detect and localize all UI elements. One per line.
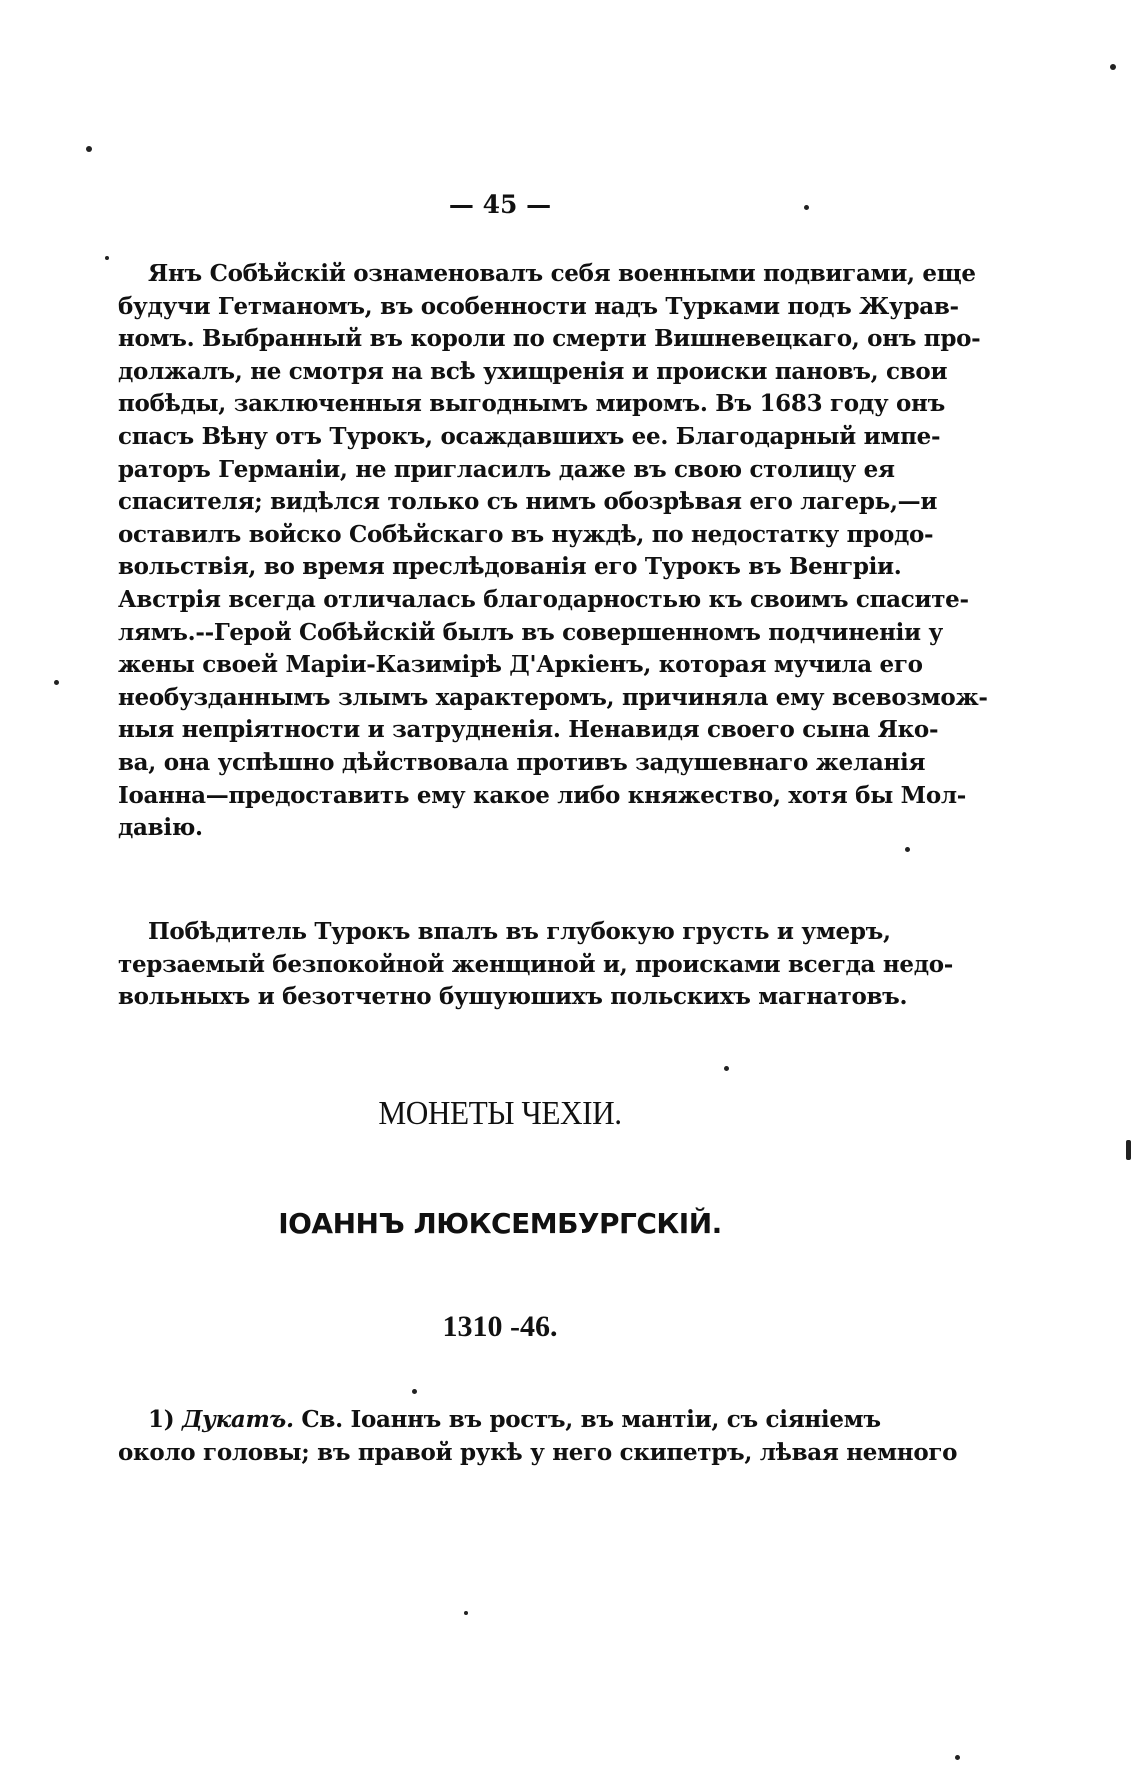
reign-dates: 1310 -46. [442, 1310, 558, 1343]
text-line: спасъ Вѣну отъ Турокъ, осаждавшихъ ее. Благодарный импе- [118, 422, 941, 450]
text-line: Іоанна—предоставить ему какое либо княжество, хотя бы Мол- [118, 781, 967, 809]
text-line: раторъ Германіи, не пригласилъ даже въ свою столицу ея [118, 455, 895, 483]
text-line: Австрія всегда отличалась благодарностью къ своимъ спасите- [118, 585, 969, 613]
text-line: побѣды, заключенныя выгоднымъ миромъ. Въ 1683 году онъ [118, 390, 945, 418]
scan-speck [724, 1066, 729, 1071]
text-line: необузданнымъ злымъ характеромъ, причиняла ему всевозмож- [118, 683, 988, 711]
scan-speck [1126, 1140, 1131, 1160]
scan-speck [464, 1611, 468, 1615]
text-line: спасителя; видѣлся только съ нимъ обозрѣвая его лагерь,—и [118, 488, 938, 516]
item-number: 1) [148, 1406, 175, 1433]
scan-speck [1110, 64, 1116, 70]
text-line: около головы; въ правой рукѣ у него скипетръ, лѣвая немного [118, 1438, 958, 1466]
text-line: ва, она успѣшно дѣйствовала противъ задушевнаго желанія [118, 748, 926, 776]
item-description: Св. Іоаннъ въ ростъ, въ мантіи, съ сіяніемъ [301, 1406, 881, 1433]
text-line: вольствія, во время преслѣдованія его Турокъ въ Венгріи. [118, 553, 902, 581]
text-line [118, 1404, 880, 1437]
paragraph-sobieski [118, 258, 988, 845]
text-line: лямъ.--Герой Собѣйскій былъ въ совершенномъ подчиненіи у [118, 618, 943, 646]
text-line: терзаемый безпокойной женщиной и, происками всегда недо- [118, 950, 954, 978]
scan-speck [54, 680, 59, 685]
text-line: оставилъ войско Собѣйскаго въ нуждѣ, по недостатку продо- [118, 520, 934, 548]
text-line: номъ. Выбранный въ короли по смерти Вишневецкаго, онъ про- [118, 325, 981, 353]
scan-speck [905, 847, 910, 852]
text-line: Побѣдитель Турокъ впалъ въ глубокую грусть и умеръ, [148, 918, 891, 945]
scan-speck [412, 1389, 417, 1394]
text-line: давію. [118, 814, 203, 842]
paragraph-death [118, 916, 954, 1014]
text-line: вольныхъ и безотчетно бушуюшихъ польскихъ магнатовъ. [118, 983, 908, 1011]
coin-entry [118, 1404, 958, 1469]
scan-speck [955, 1755, 960, 1760]
text-line: ныя непріятности и затрудненія. Ненавидя своего сына Яко- [118, 716, 939, 744]
text-line: Янъ Собѣйскій ознаменовалъ себя военными подвигами, еще [148, 260, 976, 287]
ruler-heading: ІОАННЪ ЛЮКСЕМБУРГСКІЙ. [278, 1207, 722, 1240]
page-number: — 45 — [448, 190, 552, 219]
scan-speck [86, 146, 92, 152]
scan-speck [105, 256, 109, 260]
scan-speck [804, 205, 809, 210]
text-line: будучи Гетманомъ, въ особенности надъ Турками подъ Журав- [118, 292, 959, 320]
item-label: Дукатъ. [182, 1406, 294, 1433]
text-line: должалъ, не смотря на всѣ ухищренія и происки пановъ, свои [118, 357, 948, 385]
text-line: жены своей Маріи-Казимірѣ Д'Аркіенъ, которая мучила его [118, 651, 923, 679]
section-heading: МОНЕТЫ ЧЕХІИ. [378, 1095, 622, 1132]
